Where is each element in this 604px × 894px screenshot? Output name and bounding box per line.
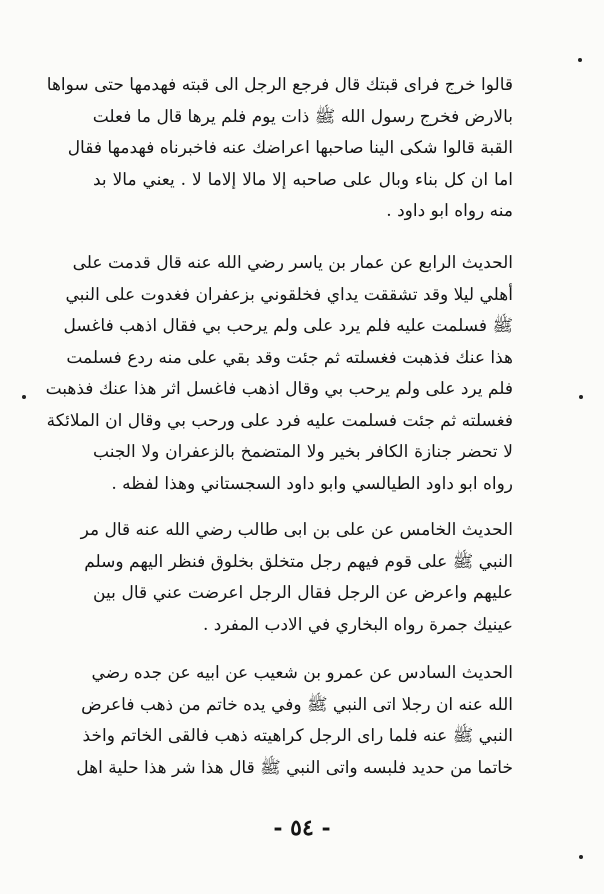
text-line: لا تحضر جنازة الكافر بخير ولا المتضمخ بالزعفران ولا الجنب xyxy=(93,442,513,462)
text-line: ﷺ فسلمت عليه فلم يرد على ولم يرحب بي فقال اذهب فاغسل xyxy=(63,316,513,336)
text-line: بالارض فخرج رسول الله ﷺ ذات يوم فلم يرها قال ما فعلت xyxy=(92,106,513,127)
margin-dot xyxy=(578,58,582,62)
text-line: رواه ابو داود الطيالسي وابو داود السجستاني وهذا لفظه . xyxy=(111,473,513,494)
text-line: عينيك جمرة رواه البخاري في الادب المفرد . xyxy=(202,614,513,635)
text-line: الحديث الخامس عن على بن ابى طالب رضي الله عنه قال مر xyxy=(80,520,513,540)
paragraph-hadith-4 xyxy=(45,248,513,500)
margin-dot xyxy=(579,395,583,399)
text-line: منه رواه ابو داود . xyxy=(386,201,513,221)
text-line: أهلي ليلا وقد تشققت يداي فخلقوني بزعفران فغدوت على النبي xyxy=(65,284,513,305)
text-line: القبة قالوا شكى الينا صاحبها اعراضك عنه فاخبرناه فهدمها فقال xyxy=(67,138,513,158)
text-line: عليهم واعرض عن الرجل فقال الرجل اعرضت عني قال بين xyxy=(93,583,513,603)
margin-dot xyxy=(579,855,583,859)
paragraph-hadith-5 xyxy=(80,515,513,641)
text-line: الحديث الرابع عن عمار بن ياسر رضي الله عنه قال قدمت على xyxy=(72,253,513,273)
text-line: فلم يرد على ولم يرحب بي وقال اذهب فاغسل اثر هذا عنك فذهبت xyxy=(45,379,513,399)
margin-dot xyxy=(22,395,26,399)
text-line: النبي ﷺ على قوم فيهم رجل متخلق بخلوق فنظر اليهم وسلم xyxy=(84,551,513,572)
text-line: هذا عنك فذهبت فغسلته ثم جئت وقد بقي على منه ردع فسلمت xyxy=(66,347,513,368)
page-number: - ٥٤ - xyxy=(273,815,331,841)
text-line: فغسلته ثم جئت فسلمت عليه فرد على ورحب بي وقال ان الملائكة xyxy=(46,410,513,431)
paragraph-1 xyxy=(46,70,513,228)
paragraph-hadith-6 xyxy=(76,658,513,784)
text-line: قالوا خرج فرای قبتك قال فرجع الرجل الی قبته فهدمها حتی سواها xyxy=(46,75,513,95)
text-line: اما ان كل بناء وبال على صاحبه إلا مالا إلاما لا . يعني مالا بد xyxy=(93,169,513,190)
text-line: الله عنه ان رجلا اتى النبي ﷺ وفي يده خاتم من ذهب فاعرض xyxy=(81,694,513,715)
text-line: خاتما من حديد فلبسه واتى النبي ﷺ قال هذا شر هذا حلية اهل xyxy=(76,757,513,778)
text-line: الحديث السادس عن عمرو بن شعيب عن ابيه عن جده رضي xyxy=(91,663,513,683)
text-line: النبي ﷺ عنه فلما راى الرجل كراهيته ذهب فالقى الخاتم واخذ xyxy=(82,726,513,746)
